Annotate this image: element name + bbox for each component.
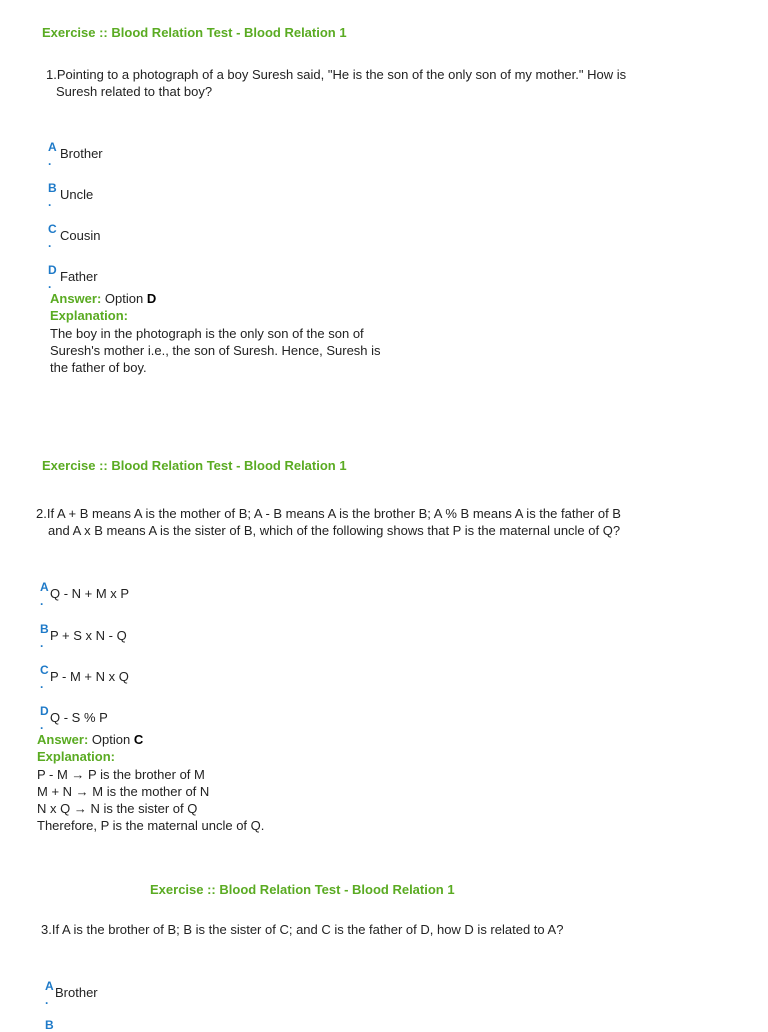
- option-letter: A: [45, 979, 54, 993]
- answer-label: Answer:: [50, 291, 102, 306]
- explanation-line: N x Q → N is the sister of Q: [37, 801, 198, 816]
- exercise-title: Exercise :: Blood Relation Test - Blood Relation 1: [150, 882, 455, 897]
- option-dot: .: [45, 993, 49, 1007]
- question-text: [46, 66, 746, 100]
- explanation-line: Therefore, P is the maternal uncle of Q.: [37, 818, 265, 833]
- question-line: Pointing to a photograph of a boy Suresh said, "He is the son of the only son of my mother." How is: [56, 67, 627, 82]
- option-text: Brother: [55, 985, 98, 1000]
- question-text: [41, 921, 741, 938]
- explanation-line: Suresh's mother i.e., the son of Suresh. Hence, Suresh is: [50, 343, 381, 358]
- option-letter: A: [40, 580, 49, 594]
- option-dot: .: [40, 594, 44, 608]
- option-text: Cousin: [60, 228, 101, 243]
- option-text: Q - N + M x P: [50, 586, 130, 601]
- answer-prefix: Option: [91, 732, 131, 747]
- option-letter: B: [40, 622, 49, 636]
- explanation-line: M + N → M is the mother of N: [37, 784, 210, 799]
- option-a[interactable]: [45, 979, 245, 1009]
- option-letter: A: [48, 140, 57, 154]
- option-d[interactable]: [48, 263, 248, 293]
- question-text: [36, 505, 756, 539]
- option-letter: B: [45, 1018, 54, 1032]
- option-dot: .: [40, 677, 44, 691]
- answer-option: C: [133, 732, 144, 747]
- option-b[interactable]: [40, 622, 240, 652]
- option-letter: B: [48, 181, 57, 195]
- answer-prefix: Option: [104, 291, 144, 306]
- explanation: [37, 766, 437, 834]
- explanation-label: Explanation:: [50, 308, 129, 323]
- question-line: If A + B means A is the mother of B; A - B means A is the brother B; A % B means A is the father of B: [46, 506, 621, 521]
- option-dot: .: [40, 636, 44, 650]
- question-number: 2.: [36, 506, 47, 521]
- explanation-line: The boy in the photograph is the only son of the son of: [50, 326, 364, 341]
- option-dot: .: [48, 154, 52, 168]
- option-c[interactable]: [40, 663, 240, 693]
- option-b[interactable]: [45, 1018, 245, 1032]
- option-d[interactable]: [40, 704, 240, 734]
- question-line: If A is the brother of B; B is the sister of C; and C is the father of D, how D is related to A?: [51, 922, 564, 937]
- explanation-label: Explanation:: [37, 749, 116, 764]
- option-dot: .: [40, 718, 44, 732]
- answer-label: Answer:: [37, 732, 89, 747]
- option-text: P - M + N x Q: [50, 669, 129, 684]
- option-text: Uncle: [60, 187, 94, 202]
- option-text: Father: [60, 269, 98, 284]
- exercise-title: Exercise :: Blood Relation Test - Blood Relation 1: [42, 25, 347, 40]
- option-letter: C: [40, 663, 49, 677]
- option-letter: D: [40, 704, 49, 718]
- explanation-line: P - M → P is the brother of M: [37, 767, 205, 782]
- explanation: [50, 325, 450, 376]
- option-a[interactable]: [48, 140, 248, 170]
- answer: [50, 291, 156, 306]
- option-letter: C: [48, 222, 57, 236]
- question-number: 1.: [46, 67, 57, 82]
- question-number: 3.: [41, 922, 52, 937]
- explanation-line: the father of boy.: [50, 360, 147, 375]
- question-line: and A x B means A is the sister of B, which of the following shows that P is the maternal uncle of Q?: [48, 523, 621, 538]
- option-a[interactable]: [40, 580, 240, 610]
- answer-option: D: [146, 291, 157, 306]
- option-dot: .: [48, 277, 52, 291]
- option-text: Q - S % P: [50, 710, 108, 725]
- option-text: Brother: [60, 146, 103, 161]
- exercise-title: Exercise :: Blood Relation Test - Blood Relation 1: [42, 458, 347, 473]
- question-line: Suresh related to that boy?: [56, 84, 213, 99]
- option-text: P + S x N - Q: [50, 628, 127, 643]
- option-dot: .: [48, 236, 52, 250]
- option-c[interactable]: [48, 222, 248, 252]
- option-dot: .: [48, 195, 52, 209]
- option-b[interactable]: [48, 181, 248, 211]
- answer: [37, 732, 143, 747]
- option-letter: D: [48, 263, 57, 277]
